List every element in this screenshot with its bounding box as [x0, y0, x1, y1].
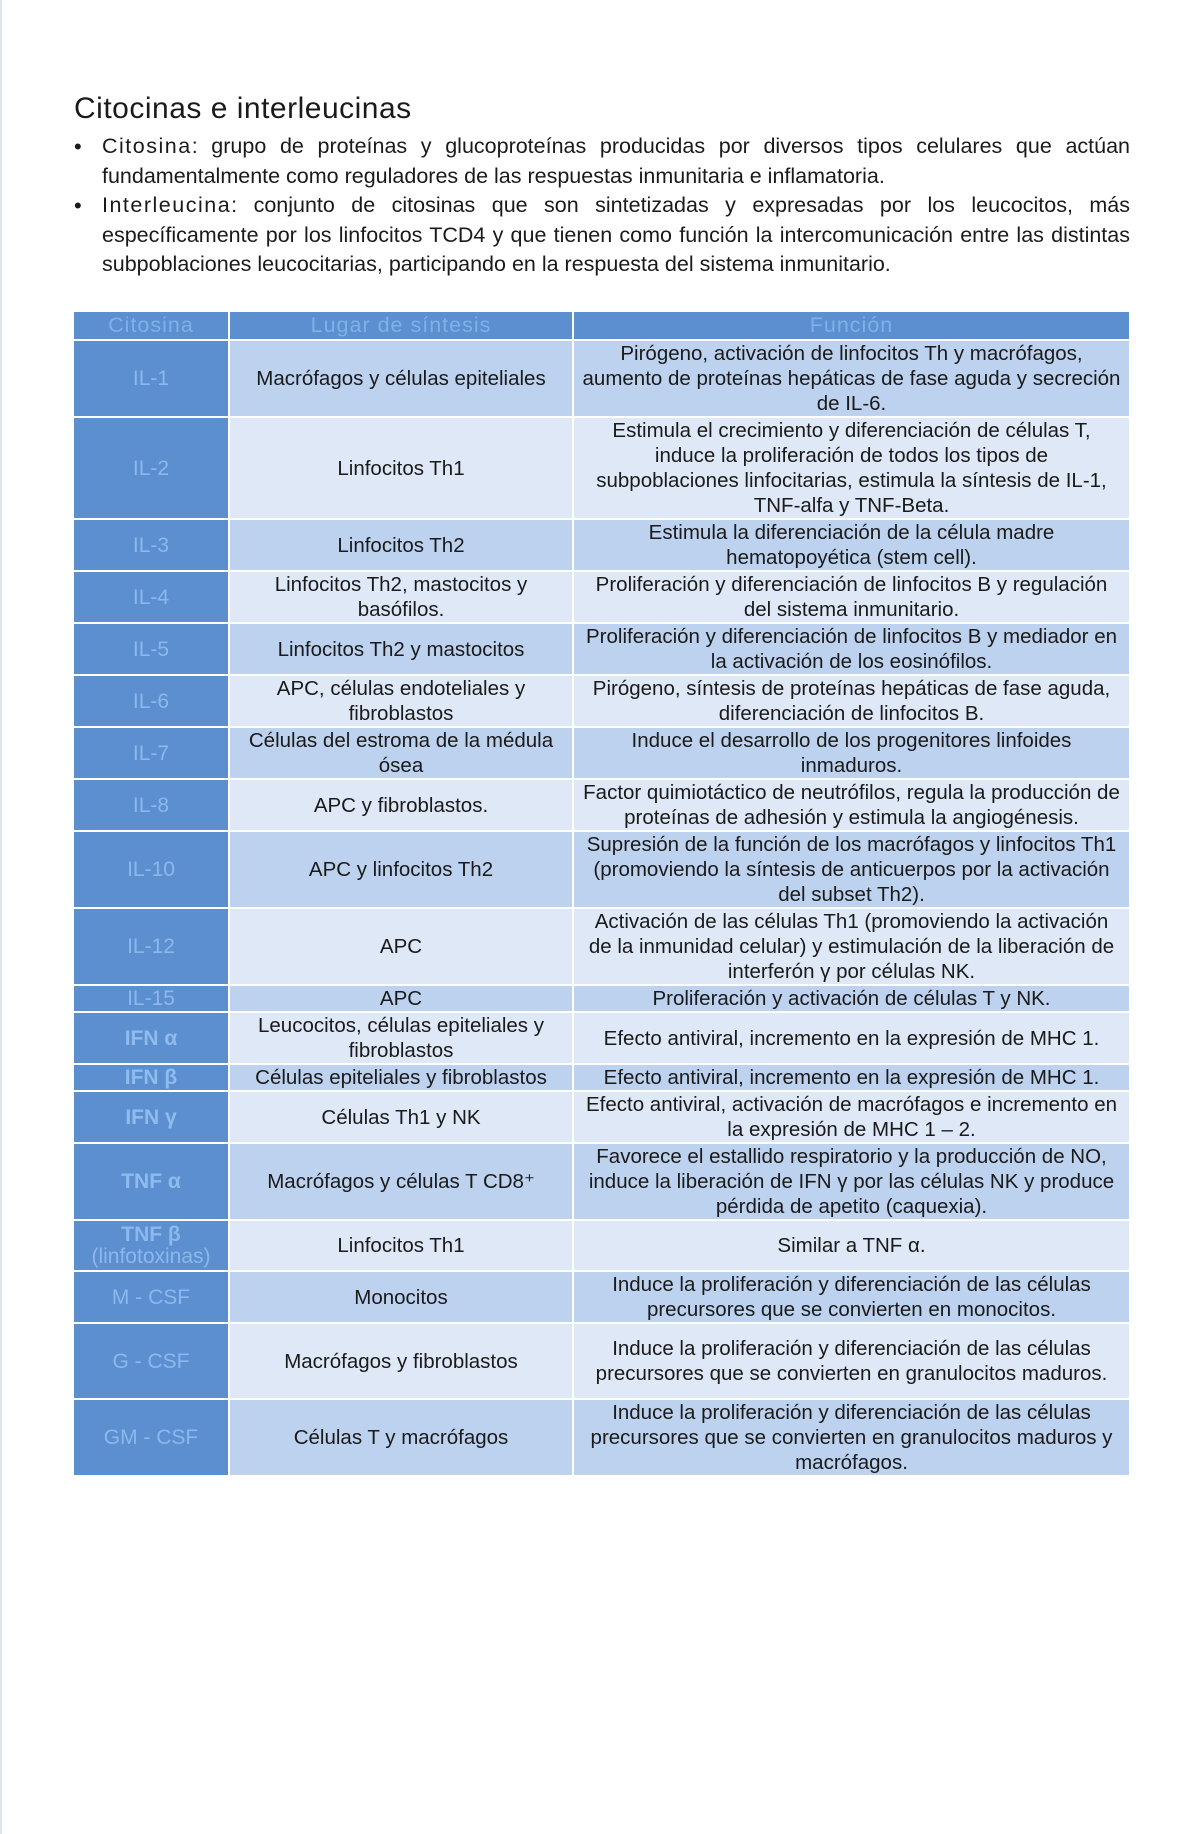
site-cell: Células del estroma de la médula ósea — [229, 727, 573, 779]
table-row — [74, 675, 1130, 727]
table-row — [74, 1323, 1130, 1399]
definition-term: Citosina — [102, 134, 192, 158]
site-cell: Leucocitos, células epiteliales y fibroblastos — [229, 1012, 573, 1064]
cytokine-cell: IFN γ — [74, 1091, 229, 1143]
table-row — [74, 908, 1130, 985]
table-row — [74, 1012, 1130, 1064]
cytokine-cell: IL-7 — [74, 727, 229, 779]
function-cell: Similar a TNF α. — [573, 1220, 1130, 1271]
header-site: Lugar de síntesis — [229, 312, 573, 340]
table-row — [74, 1064, 1130, 1091]
function-cell: Proliferación y diferenciación de linfocitos B y regulación del sistema inmunitario. — [573, 571, 1130, 623]
table-row — [74, 1091, 1130, 1143]
table-row — [74, 340, 1130, 417]
site-cell: APC y linfocitos Th2 — [229, 831, 573, 908]
cytokine-cell: GM - CSF — [74, 1399, 229, 1476]
site-cell: Células Th1 y NK — [229, 1091, 573, 1143]
site-cell: Macrófagos y células epiteliales — [229, 340, 573, 417]
function-cell: Estimula la diferenciación de la célula madre hematopoyética (stem cell). — [573, 519, 1130, 571]
definition-item — [74, 191, 1130, 280]
site-cell: APC — [229, 908, 573, 985]
site-cell: Macrófagos y células T CD8⁺ — [229, 1143, 573, 1220]
site-cell: APC — [229, 985, 573, 1012]
table-row — [74, 779, 1130, 831]
site-cell: Linfocitos Th1 — [229, 417, 573, 519]
table-row — [74, 1271, 1130, 1323]
definition-text: : conjunto de citosinas que son sintetizadas y expresadas por los leucocitos, más específicamente por los linfocitos TCD4 y que tienen como función la intercomunicación entre las distintas subpoblaciones leucocitarias, participando en la respuesta del sistema inmunitario. — [102, 193, 1130, 276]
cytokine-cell: IL-8 — [74, 779, 229, 831]
cytokine-cell: IL-4 — [74, 571, 229, 623]
function-cell: Proliferación y activación de células T y NK. — [573, 985, 1130, 1012]
function-cell: Induce la proliferación y diferenciación de las células precursores que se convierten en granulocitos maduros y macrófagos. — [573, 1399, 1130, 1476]
cytokine-cell: IL-12 — [74, 908, 229, 985]
site-cell: Monocitos — [229, 1271, 573, 1323]
header-function: Función — [573, 312, 1130, 340]
header-cytokine: Citosina — [74, 312, 229, 340]
cytokine-cell: IL-1 — [74, 340, 229, 417]
definition-item — [74, 132, 1130, 191]
intro-section — [74, 92, 1130, 280]
cytokine-cell — [74, 1220, 229, 1271]
table-row — [74, 1143, 1130, 1220]
table-row — [74, 417, 1130, 519]
table-row — [74, 831, 1130, 908]
cytokine-cell: IL-15 — [74, 985, 229, 1012]
cytokine-cell: M - CSF — [74, 1271, 229, 1323]
site-cell: Células epiteliales y fibroblastos — [229, 1064, 573, 1091]
site-cell: Linfocitos Th2 y mastocitos — [229, 623, 573, 675]
cytokine-cell: IFN β — [74, 1064, 229, 1091]
function-cell: Efecto antiviral, incremento en la expresión de MHC 1. — [573, 1064, 1130, 1091]
function-cell: Pirógeno, síntesis de proteínas hepáticas de fase aguda, diferenciación de linfocitos B. — [573, 675, 1130, 727]
definition-term: Interleucina — [102, 193, 232, 217]
table-row — [74, 519, 1130, 571]
site-cell: Linfocitos Th1 — [229, 1220, 573, 1271]
function-cell: Proliferación y diferenciación de linfocitos B y mediador en la activación de los eosinófilos. — [573, 623, 1130, 675]
cytokine-table — [74, 312, 1131, 1477]
function-cell: Induce el desarrollo de los progenitores linfoides inmaduros. — [573, 727, 1130, 779]
function-cell: Induce la proliferación y diferenciación de las células precursores que se convierten en granulocitos maduros. — [573, 1323, 1130, 1399]
page-title: Citocinas e interleucinas — [74, 92, 412, 125]
table-row — [74, 727, 1130, 779]
function-cell: Supresión de la función de los macrófagos y linfocitos Th1 (promoviendo la síntesis de anticuerpos por la activación del subset Th2). — [573, 831, 1130, 908]
table-row — [74, 623, 1130, 675]
function-cell: Efecto antiviral, incremento en la expresión de MHC 1. — [573, 1012, 1130, 1064]
function-cell: Favorece el estallido respiratorio y la producción de NO, induce la liberación de IFN γ por las células NK y produce pérdida de apetito (caquexia). — [573, 1143, 1130, 1220]
site-cell: APC, células endoteliales y fibroblastos — [229, 675, 573, 727]
table-row — [74, 985, 1130, 1012]
site-cell: APC y fibroblastos. — [229, 779, 573, 831]
table-row — [74, 1220, 1130, 1271]
table-row — [74, 1399, 1130, 1476]
function-cell: Estimula el crecimiento y diferenciación de células T, induce la proliferación de todos los tipos de subpoblaciones linfocitarias, estimula la síntesis de IL-1, TNF-alfa y TNF-Beta. — [573, 417, 1130, 519]
cytokine-cell: IL-6 — [74, 675, 229, 727]
definition-text: : grupo de proteínas y glucoproteínas producidas por diversos tipos celulares que actúan fundamentalmente como reguladores de las respuestas inmunitaria e inflamatoria. — [102, 134, 1130, 188]
cytokine-cell: IL-2 — [74, 417, 229, 519]
site-cell: Células T y macrófagos — [229, 1399, 573, 1476]
cytokine-cell: G - CSF — [74, 1323, 229, 1399]
cytokine-cell: IFN α — [74, 1012, 229, 1064]
function-cell: Pirógeno, activación de linfocitos Th y macrófagos, aumento de proteínas hepáticas de fase aguda y secreción de IL-6. — [573, 340, 1130, 417]
cytokine-name: TNF β — [121, 1222, 181, 1246]
function-cell: Factor quimiotáctico de neutrófilos, regula la producción de proteínas de adhesión y estimula la angiogénesis. — [573, 779, 1130, 831]
cytokine-cell: IL-10 — [74, 831, 229, 908]
site-cell: Macrófagos y fibroblastos — [229, 1323, 573, 1399]
cytokine-subtitle: (linfotoxinas) — [91, 1244, 211, 1268]
cytokine-cell: IL-5 — [74, 623, 229, 675]
function-cell: Efecto antiviral, activación de macrófagos e incremento en la expresión de MHC 1 – 2. — [573, 1091, 1130, 1143]
site-cell: Linfocitos Th2 — [229, 519, 573, 571]
definitions-list — [74, 132, 1130, 280]
table-row — [74, 571, 1130, 623]
cytokine-cell: IL-3 — [74, 519, 229, 571]
table-header-row — [74, 312, 1130, 340]
function-cell: Activación de las células Th1 (promoviendo la activación de la inmunidad celular) y estimulación de la liberación de interferón γ por células NK. — [573, 908, 1130, 985]
site-cell: Linfocitos Th2, mastocitos y basófilos. — [229, 571, 573, 623]
function-cell: Induce la proliferación y diferenciación de las células precursores que se convierten en monocitos. — [573, 1271, 1130, 1323]
cytokine-cell: TNF α — [74, 1143, 229, 1220]
